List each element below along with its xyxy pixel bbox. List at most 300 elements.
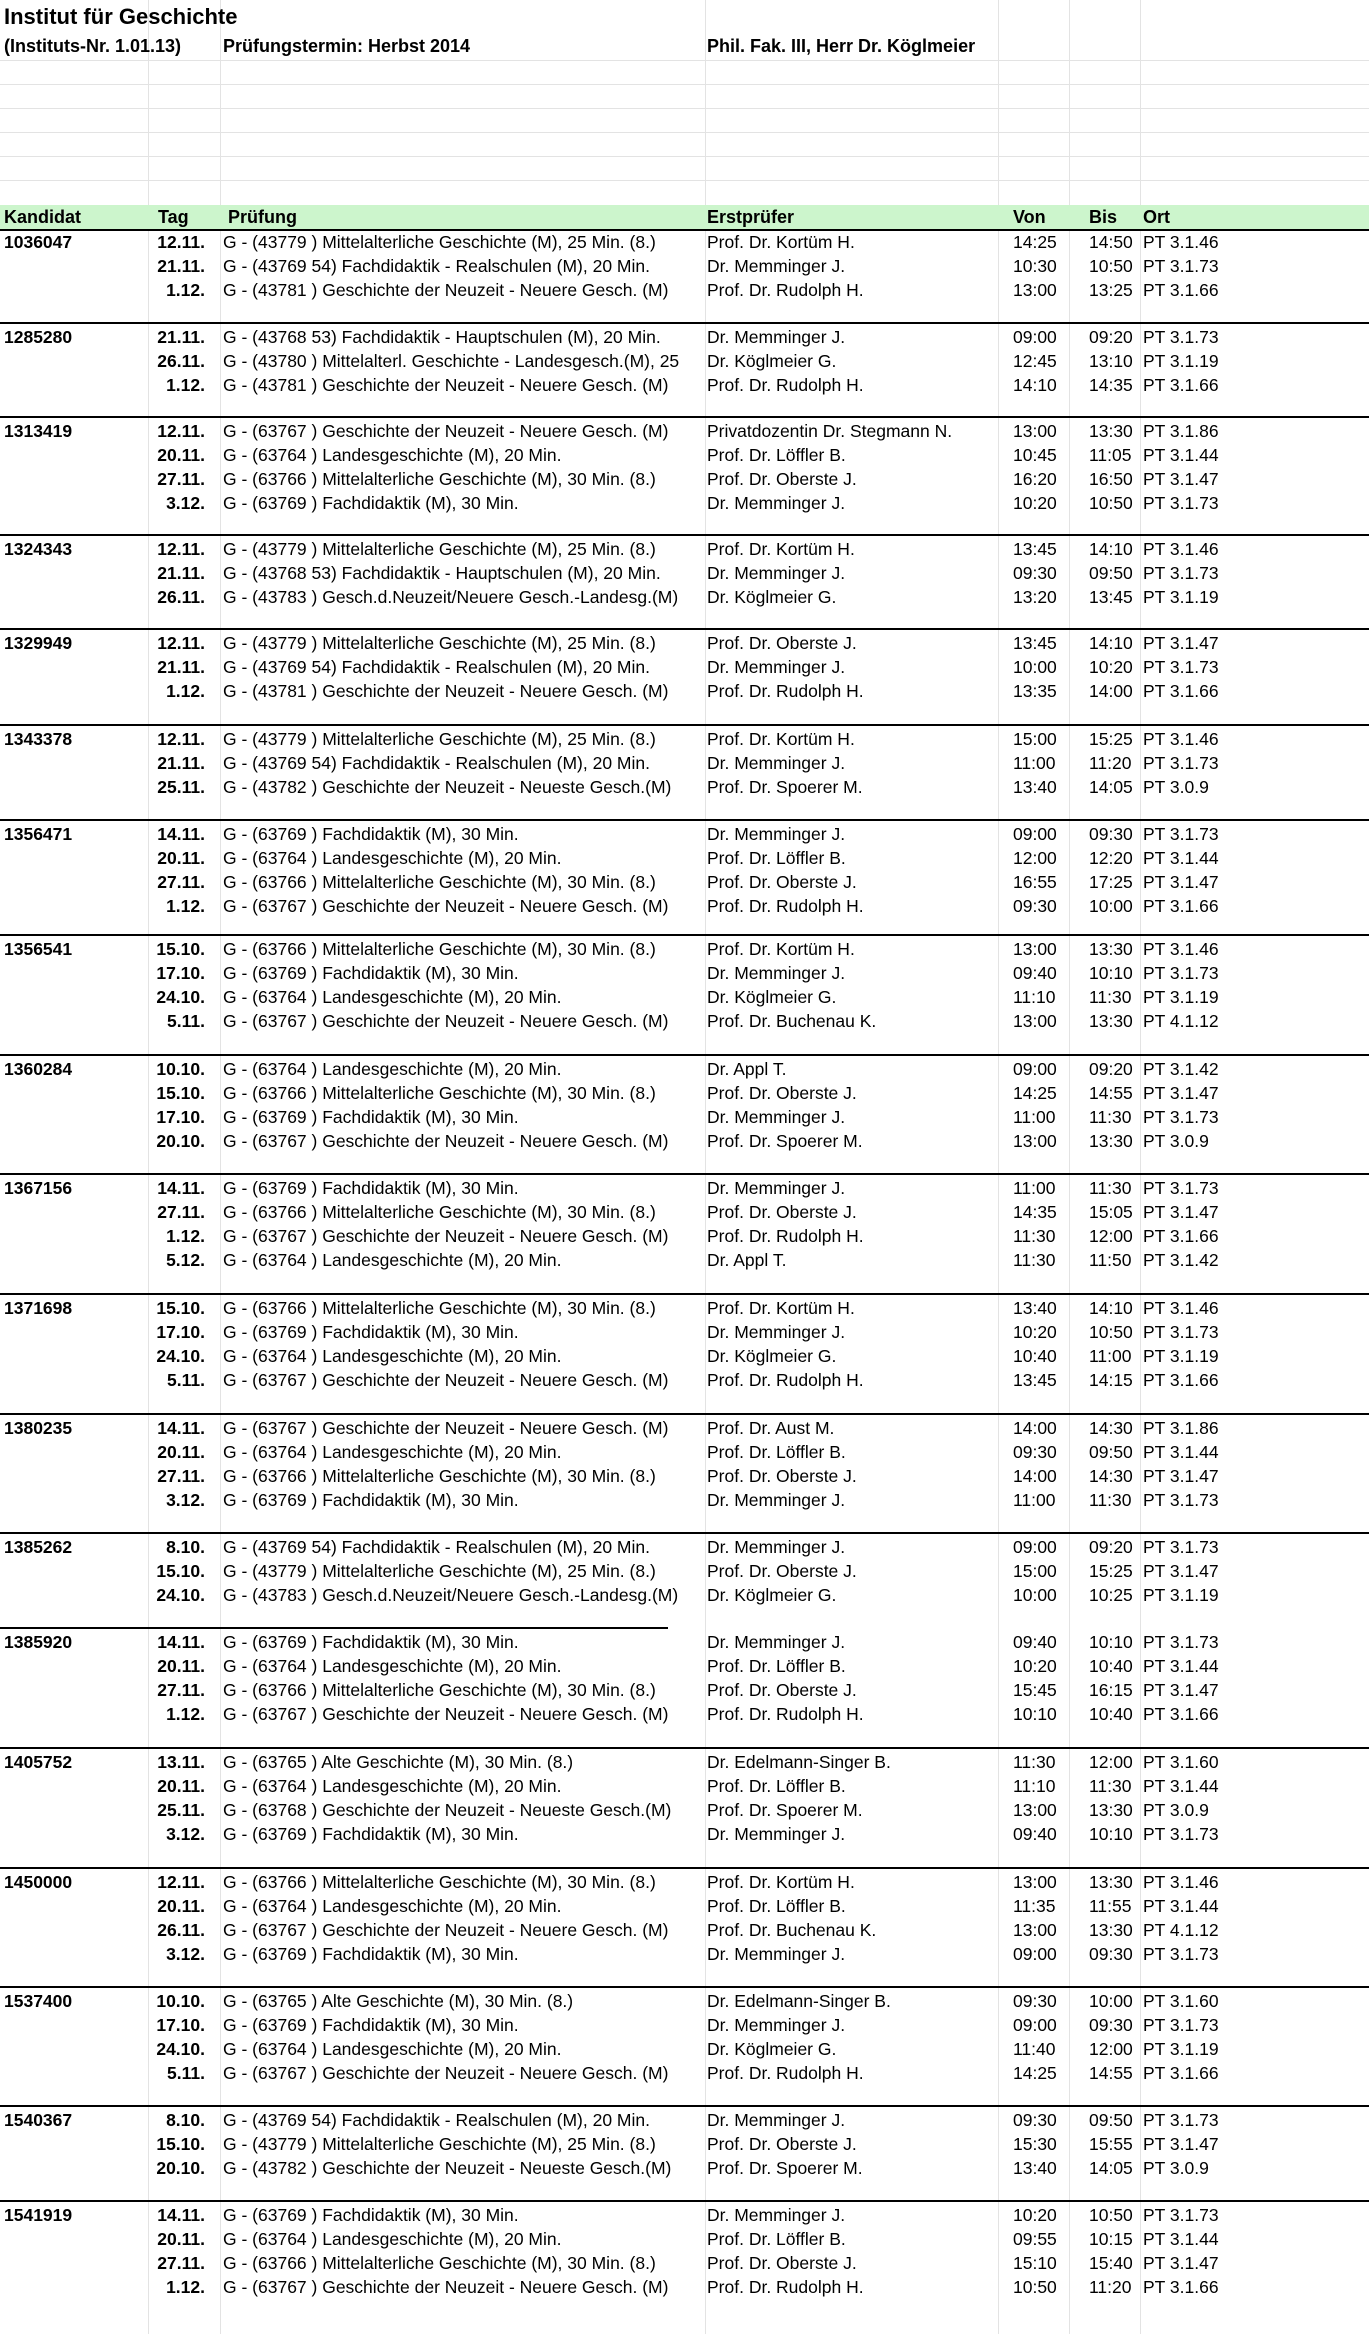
room: PT 3.1.66 xyxy=(1143,375,1219,395)
start-time: 10:50 xyxy=(1013,2277,1057,2297)
room: PT 3.1.47 xyxy=(1143,1202,1219,1222)
room: PT 3.1.86 xyxy=(1143,421,1219,441)
first-examiner: Prof. Dr. Löffler B. xyxy=(707,1442,846,1462)
room: PT 3.1.47 xyxy=(1143,1083,1219,1103)
start-time: 13:00 xyxy=(1013,1011,1057,1031)
start-time: 10:20 xyxy=(1013,2205,1057,2225)
first-examiner: Dr. Appl T. xyxy=(707,1059,787,1079)
candidate-id: 1285280 xyxy=(4,327,73,347)
end-time: 09:50 xyxy=(1089,1442,1133,1462)
first-examiner: Prof. Dr. Löffler B. xyxy=(707,445,846,465)
start-time: 12:00 xyxy=(1013,848,1057,868)
first-examiner: Dr. Memminger J. xyxy=(707,1824,846,1844)
table-row xyxy=(0,1105,1369,1129)
end-time: 11:30 xyxy=(1089,1490,1132,1510)
first-examiner: Dr. Edelmann-Singer B. xyxy=(707,1752,891,1772)
end-time: 14:05 xyxy=(1089,777,1133,797)
start-time: 13:35 xyxy=(1013,681,1057,701)
table-row xyxy=(0,1224,1369,1248)
exam-day: 3.12. xyxy=(166,1824,205,1844)
candidate-id: 1405752 xyxy=(4,1752,73,1772)
first-examiner: Dr. Memminger J. xyxy=(707,1107,846,1127)
first-examiner: Prof. Dr. Kortüm H. xyxy=(707,1872,855,1892)
exam-day: 1.12. xyxy=(166,896,205,916)
exam-title: G - (63767 ) Geschichte der Neuzeit - Neuere Gesch. (M) xyxy=(223,421,669,441)
exam-title: G - (63764 ) Landesgeschichte (M), 20 Min. xyxy=(223,848,562,868)
first-examiner: Prof. Dr. Löffler B. xyxy=(707,1896,846,1916)
grid-row-line xyxy=(0,60,1369,61)
exam-day: 15.10. xyxy=(156,1083,205,1103)
exam-title: G - (63767 ) Geschichte der Neuzeit - Neuere Gesch. (M) xyxy=(223,1920,669,1940)
candidate-id: 1036047 xyxy=(4,232,73,252)
first-examiner: Dr. Köglmeier G. xyxy=(707,587,837,607)
table-row xyxy=(0,937,1369,961)
exam-title: G - (63769 ) Fachdidaktik (M), 30 Min. xyxy=(223,1178,519,1198)
exam-day: 27.11. xyxy=(157,1466,205,1486)
first-examiner: Dr. Memminger J. xyxy=(707,753,846,773)
room: PT 3.0.9 xyxy=(1143,2158,1209,2178)
first-examiner: Dr. Köglmeier G. xyxy=(707,1585,837,1605)
exam-title: G - (43779 ) Mittelalterliche Geschichte (M), 25 Min. (8.) xyxy=(223,729,656,749)
exam-title: G - (43779 ) Mittelalterliche Geschichte (M), 25 Min. (8.) xyxy=(223,232,656,252)
start-time: 14:35 xyxy=(1013,1202,1057,1222)
first-examiner: Prof. Dr. Löffler B. xyxy=(707,1776,846,1796)
room: PT 3.1.44 xyxy=(1143,1776,1219,1796)
end-time: 09:20 xyxy=(1089,327,1133,347)
exam-day: 21.11. xyxy=(157,256,205,276)
room: PT 3.1.73 xyxy=(1143,824,1219,844)
exam-title: G - (63768 ) Geschichte der Neuzeit - Neueste Gesch.(M) xyxy=(223,1800,672,1820)
exam-title: G - (63764 ) Landesgeschichte (M), 20 Min. xyxy=(223,1250,562,1270)
start-time: 13:40 xyxy=(1013,777,1057,797)
first-examiner: Prof. Dr. Kortüm H. xyxy=(707,1298,855,1318)
room: PT 3.1.44 xyxy=(1143,848,1219,868)
first-examiner: Prof. Dr. Aust M. xyxy=(707,1418,835,1438)
table-row xyxy=(0,1630,1369,1654)
start-time: 09:00 xyxy=(1013,1537,1057,1557)
table-row xyxy=(0,278,1369,302)
exam-day: 5.11. xyxy=(167,2063,205,2083)
exam-title: G - (43769 54) Fachdidaktik - Realschulen (M), 20 Min. xyxy=(223,256,650,276)
room: PT 3.1.42 xyxy=(1143,1250,1219,1270)
start-time: 09:00 xyxy=(1013,327,1057,347)
exam-day: 1.12. xyxy=(166,1704,205,1724)
table-row xyxy=(0,2037,1369,2061)
end-time: 11:00 xyxy=(1089,1346,1132,1366)
candidate-separator xyxy=(0,1867,1369,1869)
room: PT 3.1.19 xyxy=(1143,1585,1219,1605)
table-row xyxy=(0,2013,1369,2037)
room: PT 3.1.60 xyxy=(1143,1991,1219,2011)
room: PT 3.1.73 xyxy=(1143,657,1219,677)
table-row xyxy=(0,1942,1369,1966)
room: PT 3.1.73 xyxy=(1143,1944,1219,1964)
exam-title: G - (43779 ) Mittelalterliche Geschichte (M), 25 Min. (8.) xyxy=(223,633,656,653)
exam-day: 12.11. xyxy=(157,539,205,559)
exam-day: 20.11. xyxy=(157,445,205,465)
start-time: 10:20 xyxy=(1013,1322,1057,1342)
room: PT 3.1.47 xyxy=(1143,1680,1219,1700)
table-row xyxy=(0,1654,1369,1678)
table-row xyxy=(0,822,1369,846)
start-time: 11:30 xyxy=(1013,1226,1056,1246)
start-time: 11:00 xyxy=(1013,1178,1056,1198)
end-time: 13:30 xyxy=(1089,939,1133,959)
candidate-id: 1343378 xyxy=(4,729,73,749)
exam-day: 8.10. xyxy=(166,1537,205,1557)
room: PT 3.1.46 xyxy=(1143,232,1219,252)
exam-day: 20.10. xyxy=(156,2158,205,2178)
candidate-id: 1324343 xyxy=(4,539,73,559)
end-time: 09:30 xyxy=(1089,2015,1133,2035)
end-time: 11:05 xyxy=(1089,445,1132,465)
end-time: 11:30 xyxy=(1089,1107,1132,1127)
first-examiner: Prof. Dr. Rudolph H. xyxy=(707,1704,864,1724)
table-row xyxy=(0,373,1369,397)
exam-title: G - (63766 ) Mittelalterliche Geschichte (M), 30 Min. (8.) xyxy=(223,872,656,892)
exam-day: 14.11. xyxy=(157,1632,205,1652)
exam-title: G - (63764 ) Landesgeschichte (M), 20 Min. xyxy=(223,2229,562,2249)
exam-day: 1.12. xyxy=(166,1226,205,1246)
room: PT 3.1.73 xyxy=(1143,1824,1219,1844)
room: PT 3.1.46 xyxy=(1143,729,1219,749)
end-time: 13:30 xyxy=(1089,1872,1133,1892)
end-time: 14:30 xyxy=(1089,1418,1133,1438)
exam-day: 24.10. xyxy=(156,1346,205,1366)
table-row xyxy=(0,1702,1369,1726)
exam-title: G - (63764 ) Landesgeschichte (M), 20 Min. xyxy=(223,1442,562,1462)
first-examiner: Prof. Dr. Oberste J. xyxy=(707,1561,857,1581)
exam-title: G - (63764 ) Landesgeschichte (M), 20 Min. xyxy=(223,987,562,1007)
room: PT 3.0.9 xyxy=(1143,1800,1209,1820)
exam-title: G - (63765 ) Alte Geschichte (M), 30 Min. (8.) xyxy=(223,1991,574,2011)
candidate-separator xyxy=(0,934,1369,936)
exam-term: Prüfungstermin: Herbst 2014 xyxy=(223,36,471,56)
start-time: 14:00 xyxy=(1013,1418,1057,1438)
candidate-separator xyxy=(0,819,1369,821)
exam-day: 10.10. xyxy=(156,1059,205,1079)
room: PT 3.0.9 xyxy=(1143,777,1209,797)
start-time: 13:00 xyxy=(1013,939,1057,959)
exam-day: 17.10. xyxy=(156,1107,205,1127)
exam-day: 26.11. xyxy=(157,1920,205,1940)
exam-day: 24.10. xyxy=(156,1585,205,1605)
first-examiner: Dr. Memminger J. xyxy=(707,2015,846,2035)
end-time: 10:10 xyxy=(1089,1632,1133,1652)
table-row xyxy=(0,2275,1369,2299)
end-time: 11:55 xyxy=(1089,1896,1132,1916)
table-row xyxy=(0,1320,1369,1344)
end-time: 09:50 xyxy=(1089,563,1133,583)
room: PT 3.1.73 xyxy=(1143,1322,1219,1342)
room: PT 3.1.19 xyxy=(1143,1346,1219,1366)
exam-title: G - (63767 ) Geschichte der Neuzeit - Neuere Gesch. (M) xyxy=(223,1226,669,1246)
table-row xyxy=(0,419,1369,443)
end-time: 09:20 xyxy=(1089,1537,1133,1557)
room: PT 3.1.73 xyxy=(1143,2110,1219,2130)
exam-day: 15.10. xyxy=(156,939,205,959)
end-time: 12:00 xyxy=(1089,1752,1133,1772)
exam-title: G - (43768 53) Fachdidaktik - Hauptschulen (M), 20 Min. xyxy=(223,327,661,347)
end-time: 13:10 xyxy=(1089,351,1133,371)
exam-day: 27.11. xyxy=(157,2253,205,2273)
end-time: 14:10 xyxy=(1089,633,1133,653)
exam-day: 14.11. xyxy=(157,1418,205,1438)
first-examiner: Dr. Köglmeier G. xyxy=(707,2039,837,2059)
first-examiner: Prof. Dr. Rudolph H. xyxy=(707,896,864,916)
first-examiner: Dr. Memminger J. xyxy=(707,327,846,347)
table-row xyxy=(0,2203,1369,2227)
start-time: 11:35 xyxy=(1013,1896,1056,1916)
start-time: 11:30 xyxy=(1013,1752,1056,1772)
table-row xyxy=(0,491,1369,515)
room: PT 3.1.60 xyxy=(1143,1752,1219,1772)
exam-day: 12.11. xyxy=(157,729,205,749)
room: PT 3.0.9 xyxy=(1143,1131,1209,1151)
end-time: 11:30 xyxy=(1089,987,1132,1007)
exam-title: G - (63766 ) Mittelalterliche Geschichte (M), 30 Min. (8.) xyxy=(223,469,656,489)
header-kandidat: Kandidat xyxy=(4,207,82,227)
table-row xyxy=(0,1296,1369,1320)
first-examiner: Dr. Memminger J. xyxy=(707,256,846,276)
start-time: 09:40 xyxy=(1013,963,1057,983)
table-row xyxy=(0,1798,1369,1822)
start-time: 13:00 xyxy=(1013,280,1057,300)
start-time: 09:00 xyxy=(1013,2015,1057,2035)
start-time: 14:10 xyxy=(1013,375,1057,395)
exam-title: G - (43781 ) Geschichte der Neuzeit - Neuere Gesch. (M) xyxy=(223,681,669,701)
start-time: 14:25 xyxy=(1013,232,1057,252)
first-examiner: Prof. Dr. Oberste J. xyxy=(707,633,857,653)
header-ort: Ort xyxy=(1143,207,1170,227)
end-time: 11:30 xyxy=(1089,1776,1132,1796)
first-examiner: Dr. Memminger J. xyxy=(707,963,846,983)
first-examiner: Prof. Dr. Rudolph H. xyxy=(707,2063,864,2083)
candidate-id: 1541919 xyxy=(4,2205,73,2225)
first-examiner: Prof. Dr. Spoerer M. xyxy=(707,1131,863,1151)
end-time: 14:10 xyxy=(1089,539,1133,559)
exam-day: 1.12. xyxy=(166,681,205,701)
exam-day: 25.11. xyxy=(157,777,205,797)
first-examiner: Prof. Dr. Oberste J. xyxy=(707,1083,857,1103)
room: PT 3.1.66 xyxy=(1143,1370,1219,1390)
table-row xyxy=(0,2108,1369,2132)
first-examiner: Prof. Dr. Löffler B. xyxy=(707,1656,846,1676)
start-time: 09:30 xyxy=(1013,896,1057,916)
exam-title: G - (63769 ) Fachdidaktik (M), 30 Min. xyxy=(223,1632,519,1652)
exam-day: 21.11. xyxy=(157,657,205,677)
exam-day: 10.10. xyxy=(156,1991,205,2011)
room: PT 3.1.73 xyxy=(1143,2205,1219,2225)
exam-day: 3.12. xyxy=(166,493,205,513)
start-time: 09:00 xyxy=(1013,824,1057,844)
end-time: 10:50 xyxy=(1089,256,1133,276)
exam-day: 24.10. xyxy=(156,2039,205,2059)
table-row xyxy=(0,679,1369,703)
start-time: 11:00 xyxy=(1013,753,1056,773)
exam-title: G - (43769 54) Fachdidaktik - Realschulen (M), 20 Min. xyxy=(223,657,650,677)
candidate-separator xyxy=(0,2200,1369,2202)
candidate-separator xyxy=(0,534,1369,536)
end-time: 11:50 xyxy=(1089,1250,1132,1270)
exam-title: G - (63764 ) Landesgeschichte (M), 20 Min. xyxy=(223,2039,562,2059)
exam-title: G - (63769 ) Fachdidaktik (M), 30 Min. xyxy=(223,2015,519,2035)
institute-number: (Instituts-Nr. 1.01.13) xyxy=(4,36,182,56)
start-time: 13:20 xyxy=(1013,587,1057,607)
first-examiner: Prof. Dr. Oberste J. xyxy=(707,1466,857,1486)
end-time: 12:20 xyxy=(1089,848,1133,868)
start-time: 16:55 xyxy=(1013,872,1057,892)
table-row xyxy=(0,727,1369,751)
start-time: 09:30 xyxy=(1013,1442,1057,1462)
table-row xyxy=(0,1488,1369,1512)
exam-day: 26.11. xyxy=(157,351,205,371)
exam-title: G - (63769 ) Fachdidaktik (M), 30 Min. xyxy=(223,1490,519,1510)
start-time: 13:00 xyxy=(1013,1131,1057,1151)
exam-title: G - (43781 ) Geschichte der Neuzeit - Neuere Gesch. (M) xyxy=(223,375,669,395)
grid-row-line xyxy=(0,180,1369,181)
exam-day: 20.11. xyxy=(157,1656,205,1676)
exam-day: 3.12. xyxy=(166,1944,205,1964)
first-examiner: Dr. Memminger J. xyxy=(707,1178,846,1198)
exam-title: G - (63769 ) Fachdidaktik (M), 30 Min. xyxy=(223,1322,519,1342)
table-row xyxy=(0,1870,1369,1894)
candidate-separator xyxy=(0,1293,1369,1295)
first-examiner: Dr. Memminger J. xyxy=(707,493,846,513)
exam-title: G - (63764 ) Landesgeschichte (M), 20 Min. xyxy=(223,1896,562,1916)
end-time: 14:15 xyxy=(1089,1370,1133,1390)
end-time: 10:40 xyxy=(1089,1704,1133,1724)
room: PT 3.1.86 xyxy=(1143,1418,1219,1438)
candidate-separator xyxy=(0,1532,1369,1534)
room: PT 3.1.66 xyxy=(1143,280,1219,300)
room: PT 3.1.73 xyxy=(1143,256,1219,276)
end-time: 10:25 xyxy=(1089,1585,1133,1605)
table-row xyxy=(0,2251,1369,2275)
exam-day: 12.11. xyxy=(157,1872,205,1892)
end-time: 14:00 xyxy=(1089,681,1133,701)
end-time: 09:30 xyxy=(1089,824,1133,844)
end-time: 10:40 xyxy=(1089,1656,1133,1676)
candidate-separator xyxy=(0,1747,1369,1749)
exam-title: G - (63765 ) Alte Geschichte (M), 30 Min. (8.) xyxy=(223,1752,574,1772)
first-examiner: Dr. Memminger J. xyxy=(707,824,846,844)
end-time: 10:00 xyxy=(1089,896,1133,916)
start-time: 14:00 xyxy=(1013,1466,1057,1486)
first-examiner: Prof. Dr. Rudolph H. xyxy=(707,280,864,300)
table-row xyxy=(0,1440,1369,1464)
table-row xyxy=(0,870,1369,894)
header-bis: Bis xyxy=(1089,207,1118,227)
end-time: 13:25 xyxy=(1089,280,1133,300)
exam-day: 12.11. xyxy=(157,232,205,252)
exam-day: 12.11. xyxy=(157,633,205,653)
first-examiner: Dr. Köglmeier G. xyxy=(707,1346,837,1366)
exam-title: G - (43768 53) Fachdidaktik - Hauptschulen (M), 20 Min. xyxy=(223,563,661,583)
table-row xyxy=(0,1464,1369,1488)
exam-day: 1.12. xyxy=(166,375,205,395)
first-examiner: Prof. Dr. Kortüm H. xyxy=(707,539,855,559)
first-examiner: Dr. Memminger J. xyxy=(707,2110,846,2130)
start-time: 10:00 xyxy=(1013,657,1057,677)
table-row xyxy=(0,1894,1369,1918)
start-time: 15:45 xyxy=(1013,1680,1057,1700)
first-examiner: Prof. Dr. Oberste J. xyxy=(707,469,857,489)
end-time: 12:00 xyxy=(1089,2039,1133,2059)
first-examiner: Prof. Dr. Oberste J. xyxy=(707,1202,857,1222)
room: PT 3.1.73 xyxy=(1143,1107,1219,1127)
exam-day: 17.10. xyxy=(156,2015,205,2035)
table-row xyxy=(0,655,1369,679)
table-row xyxy=(0,1583,1369,1607)
candidate-id: 1537400 xyxy=(4,1991,73,2011)
room: PT 3.1.73 xyxy=(1143,1632,1219,1652)
grid-row-line xyxy=(0,84,1369,85)
exam-day: 17.10. xyxy=(156,963,205,983)
table-row xyxy=(0,1248,1369,1272)
end-time: 09:30 xyxy=(1089,1944,1133,1964)
exam-day: 20.11. xyxy=(157,1776,205,1796)
room: PT 3.1.46 xyxy=(1143,1872,1219,1892)
table-row xyxy=(0,961,1369,985)
start-time: 10:00 xyxy=(1013,1585,1057,1605)
exam-title: G - (63766 ) Mittelalterliche Geschichte (M), 30 Min. (8.) xyxy=(223,1466,656,1486)
first-examiner: Dr. Memminger J. xyxy=(707,2205,846,2225)
candidate-separator xyxy=(0,416,1369,418)
exam-day: 25.11. xyxy=(157,1800,205,1820)
candidate-id: 1360284 xyxy=(4,1059,73,1079)
room: PT 3.1.73 xyxy=(1143,327,1219,347)
grid-row-line xyxy=(0,156,1369,157)
room: PT 3.1.47 xyxy=(1143,469,1219,489)
end-time: 17:25 xyxy=(1089,872,1133,892)
end-time: 10:50 xyxy=(1089,493,1133,513)
table-row xyxy=(0,1200,1369,1224)
exam-title: G - (63766 ) Mittelalterliche Geschichte (M), 30 Min. (8.) xyxy=(223,1680,656,1700)
room: PT 3.1.47 xyxy=(1143,1561,1219,1581)
exam-title: G - (63764 ) Landesgeschichte (M), 20 Min. xyxy=(223,1656,562,1676)
room: PT 3.1.44 xyxy=(1143,1442,1219,1462)
room: PT 3.1.42 xyxy=(1143,1059,1219,1079)
candidate-separator xyxy=(0,1986,1369,1988)
end-time: 10:00 xyxy=(1089,1991,1133,2011)
exam-title: G - (63764 ) Landesgeschichte (M), 20 Min. xyxy=(223,1346,562,1366)
table-row xyxy=(0,1176,1369,1200)
room: PT 3.1.73 xyxy=(1143,1490,1219,1510)
first-examiner: Prof. Dr. Buchenau K. xyxy=(707,1920,877,1940)
start-time: 15:30 xyxy=(1013,2134,1057,2154)
table-row xyxy=(0,846,1369,870)
end-time: 15:25 xyxy=(1089,1561,1133,1581)
table-row xyxy=(0,325,1369,349)
room: PT 4.1.12 xyxy=(1143,1920,1219,1940)
end-time: 13:30 xyxy=(1089,1011,1133,1031)
table-row xyxy=(0,443,1369,467)
start-time: 10:10 xyxy=(1013,1704,1057,1724)
start-time: 10:30 xyxy=(1013,256,1057,276)
end-time: 13:30 xyxy=(1089,1131,1133,1151)
exam-title: G - (63764 ) Landesgeschichte (M), 20 Min. xyxy=(223,445,562,465)
end-time: 15:55 xyxy=(1089,2134,1133,2154)
exam-day: 5.11. xyxy=(167,1011,205,1031)
exam-day: 15.10. xyxy=(156,1561,205,1581)
first-examiner: Prof. Dr. Kortüm H. xyxy=(707,729,855,749)
start-time: 13:00 xyxy=(1013,421,1057,441)
table-row xyxy=(0,1535,1369,1559)
end-time: 13:30 xyxy=(1089,1800,1133,1820)
table-row xyxy=(0,1344,1369,1368)
first-examiner: Dr. Memminger J. xyxy=(707,1944,846,1964)
